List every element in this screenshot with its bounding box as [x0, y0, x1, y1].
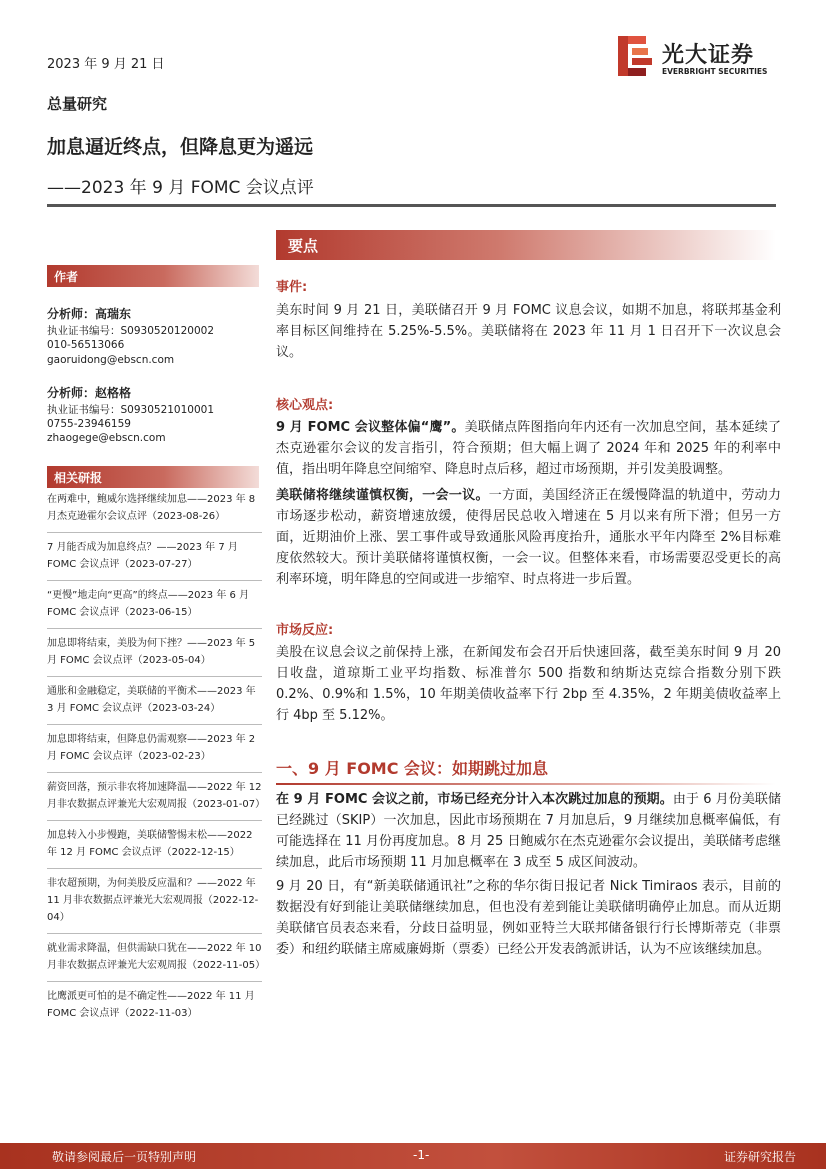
related-report-item[interactable]: 薪资回落，预示非农将加速降温——2022 年 12 月非农数据点评兼光大宏观周报（2023-01-07）: [47, 779, 262, 821]
chapter-1-lead: 在 9 月 FOMC 会议之前，市场已经充分计入本次跳过加息的预期。: [276, 792, 673, 807]
market-reaction-label: 市场反应:: [276, 623, 334, 638]
logo-text-cn: 光大证券: [662, 43, 755, 68]
report-subtitle: ——2023 年 9 月 FOMC 会议点评: [47, 178, 314, 198]
analyst-name: 分析师：高瑞东: [47, 307, 132, 321]
core-view-paragraph-2: [276, 485, 781, 590]
related-report-item[interactable]: 比鹰派更可怕的是不确定性——2022 年 11 月 FOMC 会议点评（2022-11-03）: [47, 991, 255, 1019]
footer-bar: [0, 1143, 826, 1169]
analyst-email[interactable]: zhaogege@ebscn.com: [47, 432, 166, 444]
report-title: 加息逼近终点，但降息更为遥远: [47, 136, 314, 158]
authors-heading-bar: [47, 265, 259, 287]
report-date: 2023 年 9 月 21 日: [47, 57, 165, 72]
event-paragraph: 美东时间 9 月 21 日，美联储召开 9 月 FOMC 议息会议，如期不加息，将联邦基金利率目标区间维持在 5.25%-5.5%。美联储将在 2023 年 11 月 1 日召开下一次议息会议。: [276, 303, 781, 360]
related-report-item[interactable]: 就业需求降温，但供需缺口犹在——2022 年 10 月非农数据点评兼光大宏观周报（2022-11-05）: [47, 940, 262, 982]
related-report-item[interactable]: 加息即将结束，美股为何下挫？——2023 年 5 月 FOMC 会议点评（2023-05-04）: [47, 635, 262, 677]
core-view-2-body: 一方面，美国经济正在缓慢降温的轨道中，劳动力市场逐步松动，薪资增速放缓，使得居民总收入增速在 5 月以来有所下滑；但另一方面，近期油价上涨、罢工事件或导致通胀风险再度抬升，通胀水平年内降至 2%目标难度依然较大。预计美联储将谨慎权衡，一会一议。但整体来看，市场需要忍受更长的高利率环境，明年降息的空间或进一步缩窄、时点将进一步后置。: [276, 488, 781, 587]
chapter-paragraph-1: [276, 789, 781, 873]
authors-heading: 作者: [54, 270, 79, 284]
core-view-label: 核心观点:: [276, 398, 334, 413]
related-reports-list: [47, 491, 266, 1035]
related-report-item[interactable]: “更慢”地走向“更高”的终点——2023 年 6 月 FOMC 会议点评（2023-06-15）: [47, 587, 262, 629]
analyst-name: 分析师：赵格格: [47, 386, 132, 400]
analyst-license: 执业证书编号：S0930520120002: [47, 325, 215, 337]
keypoints-heading-bar: [276, 230, 776, 260]
company-logo: [618, 36, 778, 80]
core-view-1-lead: 9 月 FOMC 会议整体偏“鹰”。: [276, 420, 465, 435]
core-view-1-body: 美联储点阵图指向年内还有一次加息空间，基本延续了杰克逊霍尔会议的发言指引，符合预期；但大幅上调了 2024 年和 2025 年的利率中值，指出明年降息空间缩窄、降息时点后移，超过市场预期，并引发美股调整。: [276, 420, 781, 477]
related-report-item[interactable]: 非农超预期，为何美股反应温和？——2022 年 11 月非农数据点评兼光大宏观周报（2022-12-04）: [47, 875, 262, 934]
chapter-1-body: 由于 6 月份美联储已经跳过（SKIP）一次加息，因此市场预期在 7 月加息后，9 月继续加息概率偏低，有可能选择在 11 月份再度加息。8 月 25 日鲍威尔在杰克逊霍尔会议提出，美联储考虑继续加息，此后市场预期 11 月加息概率在 3 成至 5 成区间波动。: [276, 792, 781, 870]
chapter-heading: 一、9 月 FOMC 会议：如期跳过加息: [276, 759, 549, 778]
core-view-2-lead: 美联储将继续谨慎权衡，一会一议。: [276, 488, 489, 503]
related-report-item[interactable]: 通胀和金融稳定，美联储的平衡术——2023 年 3 月 FOMC 会议点评（2023-03-24）: [47, 683, 262, 725]
related-report-item[interactable]: 加息转入小步慢跑，美联储警惕末松——2022 年 12 月 FOMC 会议点评（2022-12-15）: [47, 827, 262, 869]
footer-disclaimer-link[interactable]: 敬请参阅最后一页特别声明: [52, 1150, 197, 1164]
related-report-item[interactable]: 7 月能否成为加息终点？——2023 年 7 月 FOMC 会议点评（2023-07-27）: [47, 539, 262, 581]
logo-text-en: EVERBRIGHT SECURITIES: [662, 67, 768, 76]
related-report-item[interactable]: 在两难中，鲍威尔选择继续加息——2023 年 8 月杰克逊霍尔会议点评（2023-08-26）: [47, 491, 262, 533]
analyst-phone: 010-56513066: [47, 339, 125, 351]
keypoints-heading: 要点: [288, 237, 319, 255]
related-heading: 相关研报: [54, 471, 103, 485]
analyst-license: 执业证书编号：S0930521010001: [47, 404, 215, 416]
page-number: -1-: [413, 1148, 430, 1162]
market-reaction-paragraph: 美股在议息会议之前保持上涨，在新闻发布会召开后快速回落，截至美东时间 9 月 20 日收盘，道琼斯工业平均指数、标准普尔 500 指数和纳斯达克综合指数分别下跌 0.2%、0.9%和 1.5%，10 年期美债收益率下行 2bp 至 4.35%，2 年期美债收益率上行 4bp 至 5.12%。: [276, 645, 781, 723]
related-heading-bar: [47, 466, 259, 488]
related-report-item[interactable]: 加息即将结束，但降息仍需观察——2023 年 2 月 FOMC 会议点评（2023-02-23）: [47, 731, 262, 773]
header-divider: [47, 204, 776, 207]
chapter-underline: [276, 783, 776, 785]
core-view-paragraph-1: [276, 417, 781, 480]
chapter-paragraph-2: 9 月 20 日，有“新美联储通讯社”之称的华尔街日报记者 Nick Timiraos 表示，目前的数据没有好到能让美联储继续加息，但也没有差到能让美联储明确停止加息。而从近期美联储官员表态来看，分歧日益明显，例如亚特兰大联邦储备银行行长博斯蒂克（非票委）和纽约联储主席威廉姆斯（票委）已经公开发表鸽派讲话，认为不应该继续加息。: [276, 879, 781, 957]
logo-mark-icon: [618, 36, 652, 76]
analyst-phone: 0755-23946159: [47, 418, 131, 430]
event-label: 事件:: [276, 280, 308, 295]
report-category: 总量研究: [47, 95, 108, 113]
analyst-email[interactable]: gaoruidong@ebscn.com: [47, 354, 175, 366]
footer-report-type: 证券研究报告: [723, 1150, 796, 1164]
